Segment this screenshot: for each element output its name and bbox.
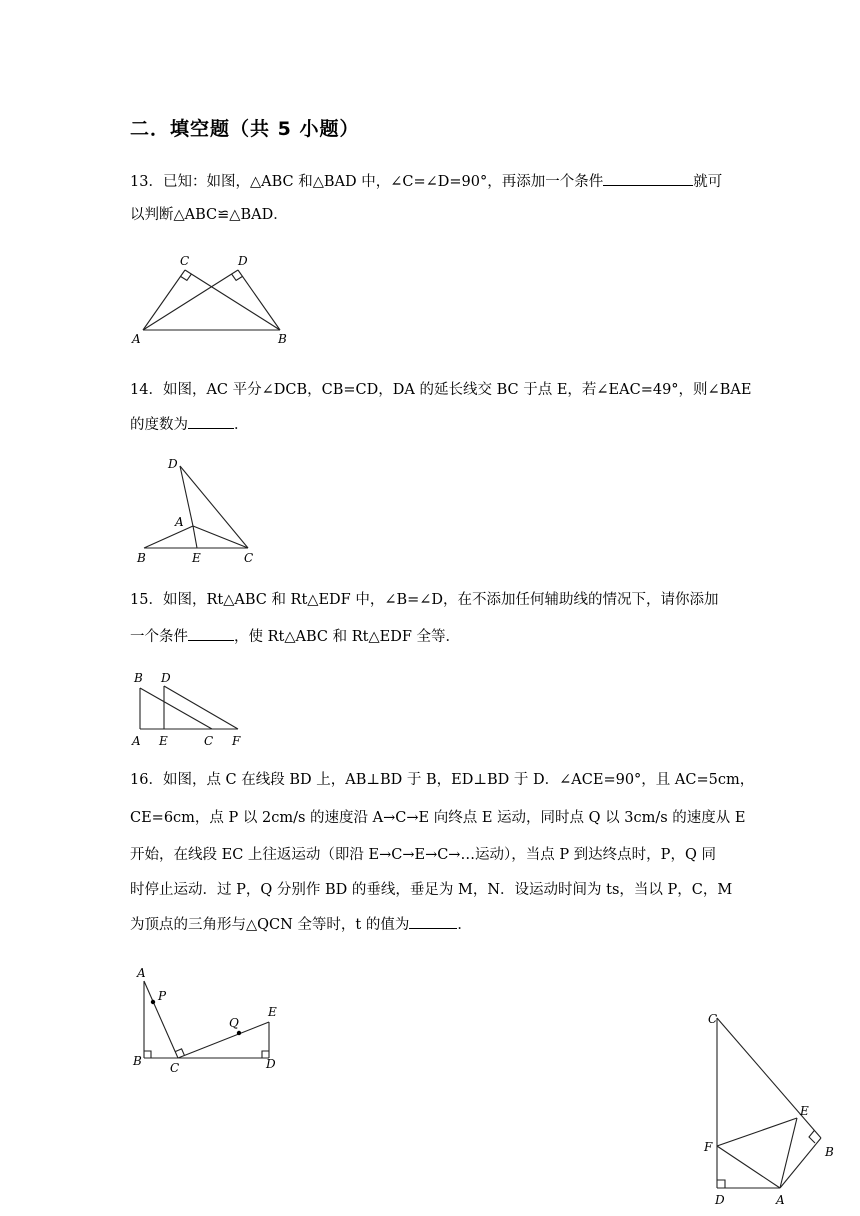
q16-text: 为顶点的三角形与△QCN 全等时，t 的值为 xyxy=(130,917,410,933)
q13-line1 xyxy=(130,170,722,192)
extra-seg-cb xyxy=(717,1018,821,1138)
q13-text: 13．已知：如图，△ABC 和△BAD 中，∠C=∠D=90°，再添加一个条件 xyxy=(130,174,604,190)
q14-seg-ba xyxy=(144,526,193,548)
extra-right-angle-d xyxy=(717,1180,725,1188)
q15-label-c: C xyxy=(204,734,214,748)
extra-figure xyxy=(700,1006,850,1211)
q16-label-d: D xyxy=(266,1057,276,1071)
q13-label-d: D xyxy=(238,254,248,268)
q13-figure xyxy=(125,250,305,350)
q15-line2 xyxy=(130,625,460,647)
q15-label-e: E xyxy=(159,734,168,748)
q16-line2: CE=6cm，点 P 以 2cm/s 的速度沿 A→C→E 向终点 E 运动，同时点 Q 以 3cm/s 的速度从 E xyxy=(130,810,746,826)
q14-seg-dc xyxy=(180,466,248,548)
q15-figure xyxy=(128,668,258,750)
q16-line1: 16．如图，点 C 在线段 BD 上，AB⊥BD 于 B，ED⊥BD 于 D．∠ACE=90°，且 AC=5cm， xyxy=(130,772,755,788)
q15-label-a: A xyxy=(132,734,141,748)
q16-label-a: A xyxy=(137,966,146,980)
q15-text-tail: ，使 Rt△ABC 和 Rt△EDF 全等． xyxy=(234,629,460,645)
q16-label-q: Q xyxy=(229,1016,239,1030)
q13-label-c: C xyxy=(180,254,190,268)
q14-label-e: E xyxy=(192,551,201,565)
q16-label-e: E xyxy=(268,1005,277,1019)
section-title: 二．填空题（共 5 小题） xyxy=(130,118,360,140)
q14-label-b: B xyxy=(137,551,146,565)
q16-line4: 时停止运动．过 P，Q 分别作 BD 的垂线，垂足为 M，N．设运动时间为 ts，当以 P，C，M xyxy=(130,882,733,898)
q16-label-c: C xyxy=(170,1061,180,1075)
extra-label-e: E xyxy=(800,1104,809,1118)
q16-label-p: P xyxy=(158,989,167,1003)
q13-seg-ac xyxy=(143,270,185,330)
extra-label-c: C xyxy=(708,1012,718,1026)
q13-label-a: A xyxy=(132,332,141,346)
extra-label-a: A xyxy=(776,1193,785,1207)
q13-answer-blank[interactable] xyxy=(603,170,693,186)
q14-label-c: C xyxy=(244,551,254,565)
q15-seg-bc xyxy=(140,688,212,729)
q14-answer-blank[interactable] xyxy=(188,413,234,429)
extra-seg-fa xyxy=(717,1146,780,1188)
q15-line1: 15．如图，Rt△ABC 和 Rt△EDF 中，∠B=∠D，在不添加任何辅助线的情况下，请你添加 xyxy=(130,592,719,608)
q13-label-b: B xyxy=(278,332,287,346)
q14-line2 xyxy=(130,413,249,435)
extra-seg-fe xyxy=(717,1118,797,1146)
q14-label-a: A xyxy=(175,515,184,529)
q14-seg-ae xyxy=(193,526,197,548)
q13-text-tail: 就可 xyxy=(693,174,723,190)
q14-figure xyxy=(130,450,270,570)
extra-label-d: D xyxy=(715,1193,725,1207)
q15-label-b: B xyxy=(134,671,143,685)
q13-line2: 以判断△ABC≌△BAD． xyxy=(130,207,288,223)
q16-line5 xyxy=(130,913,472,935)
extra-right-angle-b xyxy=(809,1130,815,1143)
q13-seg-db xyxy=(238,270,280,330)
q16-point-p xyxy=(151,1000,155,1004)
q16-answer-blank[interactable] xyxy=(409,913,457,929)
extra-label-f: F xyxy=(704,1140,713,1154)
q16-figure xyxy=(128,965,288,1075)
q16-right-angle-b xyxy=(144,1051,151,1058)
q16-seg-ce xyxy=(178,1022,269,1058)
q15-answer-blank[interactable] xyxy=(188,625,234,641)
q15-text: 一个条件 xyxy=(130,629,188,645)
q14-label-d: D xyxy=(168,457,178,471)
q14-text-tail: ． xyxy=(234,417,249,433)
q16-line3: 开始，在线段 EC 上往返运动（即沿 E→C→E→C→…运动），当点 P 到达终点时，P，Q 同 xyxy=(130,847,716,863)
q16-text-tail: ． xyxy=(457,917,472,933)
q13-seg-cb xyxy=(185,270,280,330)
q16-point-q xyxy=(237,1031,241,1035)
q16-label-b: B xyxy=(133,1054,142,1068)
q15-label-f: F xyxy=(232,734,241,748)
q13-seg-ad xyxy=(143,270,238,330)
q14-text: 的度数为 xyxy=(130,417,188,433)
q15-label-d: D xyxy=(161,671,171,685)
q14-line1: 14．如图，AC 平分∠DCB，CB=CD，DA 的延长线交 BC 于点 E，若∠EAC=49°，则∠BAE xyxy=(130,382,752,398)
extra-label-b: B xyxy=(825,1145,834,1159)
q14-seg-ac xyxy=(193,526,248,548)
